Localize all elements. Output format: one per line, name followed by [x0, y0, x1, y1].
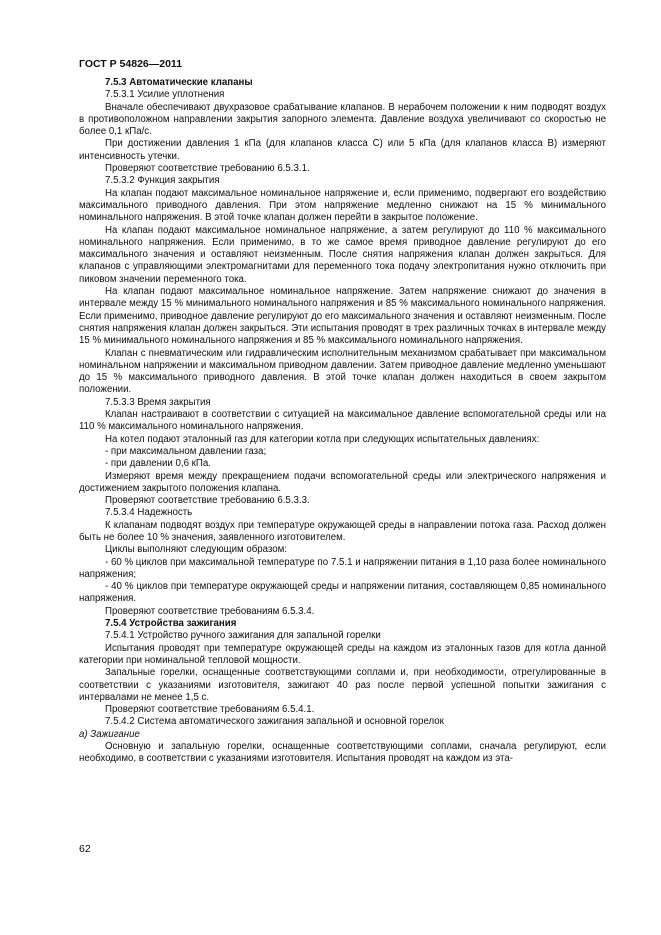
subsection-heading: 7.5.3.2 Функция закрытия — [105, 175, 220, 187]
paragraph: - 40 % циклов при температуре окружающей среды и напряжении питания, составляющем 0,85 номинального напряжения. — [79, 581, 606, 605]
paragraph: Измеряют время между прекращением подачи вспомогательной среды или электрического напряжения и достижением закрытого положения клапана. — [79, 470, 606, 494]
subsection-heading: 7.5.3.3 Время закрытия — [105, 396, 211, 408]
paragraph: На клапан подают максимальное номинальное напряжение. Затем напряжение снижают до значения в интервале между 15 % минимального номинального напряжения и 85 % максимального номинального напряжения. Если применимо, приводное давление регулируют до его максимального значения и оставляют неизменным. После снятия напряжения клапан должен закрыться. Эти испытания проводят в трех различных точках в интервале между 15 % минимального номинального напряжения и 85 % максимального номинального напряжения. — [79, 286, 606, 347]
subsection-heading: 7.5.4.1 Устройство ручного зажигания для запальной горелки — [105, 630, 381, 642]
paragraph: К клапанам подводят воздух при температуре окружающей среды в направлении потока газа. Расход должен быть не более 10 % значения, заявленного изготовителем. — [79, 519, 606, 543]
item-heading: а) Зажигание — [79, 728, 140, 740]
paragraph: Циклы выполняют следующим образом: — [105, 544, 288, 556]
paragraph: - при максимальном давлении газа; — [105, 445, 267, 457]
subsection-heading: 7.5.3.4 Надежность — [105, 507, 193, 519]
paragraph: Клапан настраивают в соответствии с ситуацией на максимальное давление вспомогательной среды или на 110 % максимального номинального напряжения. — [79, 409, 606, 433]
paragraph: Клапан с пневматическим или гидравлическим исполнительным механизмом срабатывает при максимальном номинальном напряжении и максимальном приводном давлении. Затем приводное давление медленно уменьшают до 15 % максимального приводного давления. В этой точке клапан должен находиться в своем закрытом положении. — [79, 347, 606, 396]
section-heading: 7.5.4 Устройства зажигания — [105, 618, 237, 630]
page-number: 62 — [79, 843, 91, 855]
paragraph: Испытания проводят при температуре окружающей среды на каждом из эталонных газов для котла данной категории при номинальной тепловой мощности. — [79, 642, 606, 666]
document-header: ГОСТ Р 54826—2011 — [79, 58, 183, 70]
paragraph: Проверяют соответствие требованиям 6.5.3.4. — [105, 605, 315, 617]
paragraph: На котел подают эталонный газ для категории котла при следующих испытательных давлениях: — [105, 433, 540, 445]
document-body — [79, 77, 606, 766]
paragraph: Запальные горелки, оснащенные соответствующими соплами и, при необходимости, отрегулированные в соответствии с указаниями изготовителя, зажигают 40 раз после первой успешной попытки зажигания с интервалами не менее 1,5 с. — [79, 667, 606, 703]
paragraph: - при давлении 0,6 кПа. — [105, 458, 211, 470]
paragraph: Проверяют соответствие требованию 6.5.3.1. — [105, 163, 310, 175]
paragraph: На клапан подают максимальное номинальное напряжение и, если применимо, подвергают его воздействию максимального приводного давления. При этом напряжение медленно снижают на 15 % минимального номинального напряжения. В этой точке клапан должен перейти в закрытое положение. — [79, 187, 606, 224]
subsection-heading: 7.5.3.1 Усилие уплотнения — [105, 89, 225, 101]
paragraph: Основную и запальную горелки, оснащенные соответствующими соплами, сначала регулируют, если необходимо, в соответствии с указаниями изготовителя. Испытания проводят на каждом из эта- — [79, 741, 606, 765]
paragraph: При достижении давления 1 кПа (для клапанов класса С) или 5 кПа (для клапанов класса В) измеряют интенсивность утечки. — [79, 138, 606, 162]
subsection-heading: 7.5.4.2 Система автоматического зажигания запальной и основной горелок — [105, 716, 444, 728]
paragraph: На клапан подают максимальное номинальное напряжение, а затем регулируют до 110 % максимального номинального напряжения. Если применимо, в то же самое время приводное давление регулируют до его максимального значения и оставляют неизменным. После снятия напряжения клапан должен закрыться. Для клапанов с управляющими электромагнитами для переменного тока подачу электропитания нужно отключить при пиковом значении переменного тока. — [79, 224, 606, 285]
section-heading: 7.5.3 Автоматические клапаны — [105, 77, 253, 88]
paragraph: Проверяют соответствие требованию 6.5.3.3. — [105, 495, 310, 507]
paragraph: - 60 % циклов при максимальной температуре по 7.5.1 и напряжении питания в 1,10 раза более номинального напряжения; — [79, 556, 606, 580]
paragraph: Проверяют соответствие требованиям 6.5.4.1. — [105, 704, 315, 716]
paragraph: Вначале обеспечивают двухразовое срабатывание клапанов. В нерабочем положении к ним подводят воздух в противоположном направлении закрытия запорного элемента. Давление воздуха увеличивают со скоростью не более 0,1 кПа/с. — [79, 101, 606, 138]
